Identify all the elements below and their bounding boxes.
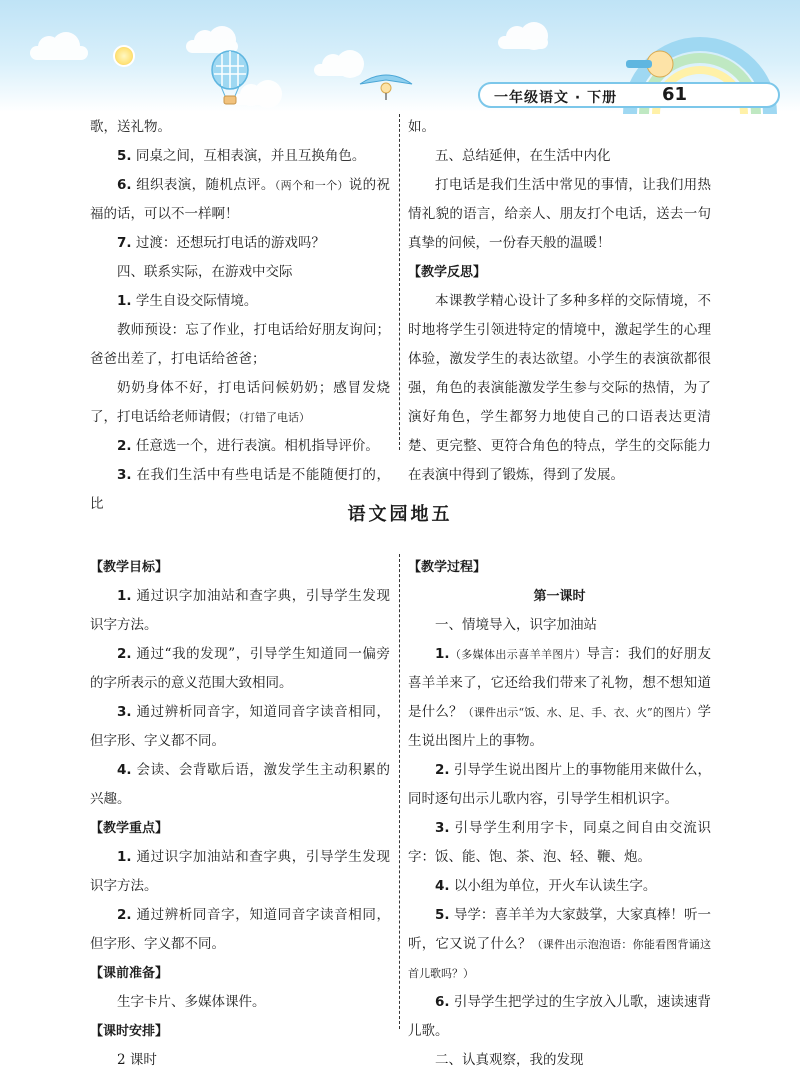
cloud-icon <box>30 46 88 60</box>
paragraph: 2. 任意选一个，进行表演。相机指导评价。 <box>117 438 379 454</box>
paragraph: 歌，送礼物。 <box>90 119 171 135</box>
paragraph: 1.（多媒体出示喜羊羊图片）导言：我们的好朋友喜羊羊来了，它还给我们带来了礼物，想不想知道是什么？（课件出示“饭、水、足、手、衣、火”的图片）学生说出图片上的事物。 <box>408 646 712 749</box>
top-left-column <box>90 113 390 519</box>
section-title: 语文园地五 <box>347 504 453 525</box>
paragraph: 3. 在我们生活中有些电话是不能随便打的，比 <box>90 467 391 512</box>
paragraph: 1. 通过识字加油站和查字典，引导学生发现识字方法。 <box>90 588 391 633</box>
section-heading: 【课时安排】 <box>90 1024 169 1039</box>
section-heading: 【课前准备】 <box>90 966 169 981</box>
section-heading: 【教学反思】 <box>408 265 487 280</box>
column-divider <box>399 554 400 1029</box>
paragraph: 2. 通过“我的发现”，引导学生知道同一偏旁的字所表示的意义范围大致相同。 <box>90 646 390 691</box>
paragraph: 5. 同桌之间，互相表演，并且互换角色。 <box>117 148 366 164</box>
paragraph: 二、认真观察，我的发现 <box>435 1052 584 1068</box>
paragraph: 1. 学生自设交际情境。 <box>117 293 258 309</box>
paragraph: 四、联系实际，在游戏中交际 <box>117 264 293 280</box>
paragraph: 3. 通过辨析同音字，知道同音字读音相同，但字形、字义都不同。 <box>90 704 391 749</box>
paragraph: 2. 引导学生说出图片上的事物能用来做什么，同时逐句出示儿歌内容，引导学生相机识字。 <box>408 762 711 807</box>
paragraph: 3. 引导学生利用字卡，同桌之间自由交流识字：饭、能、饱、茶、泡、轻、鞭、炮。 <box>408 820 712 865</box>
bottom-right-column <box>408 553 711 1075</box>
paragraph: 5. 导学：喜羊羊为大家鼓掌，大家真棒！听一听，它又说了什么？（课件出示泡泡语：你能看图背诵这首儿歌吗？） <box>408 907 711 980</box>
paragraph: 4. 会读、会背歇后语，激发学生主动积累的兴趣。 <box>90 762 391 807</box>
paragraph: 生字卡片、多媒体课件。 <box>117 994 266 1010</box>
section-heading: 【教学过程】 <box>408 560 487 575</box>
paragraph: 1. 通过识字加油站和查字典，引导学生发现识字方法。 <box>90 849 391 894</box>
column-divider <box>399 114 400 450</box>
sun-icon <box>113 45 135 67</box>
hang-glider-icon <box>358 70 414 102</box>
cloud-icon <box>498 36 548 49</box>
top-right-column <box>408 113 711 490</box>
paragraph: 6. 组织表演，随机点评。（两个和一个）说的祝福的话，可以不一样啊！ <box>90 177 391 222</box>
paragraph: 7. 过渡：还想玩打电话的游戏吗？ <box>117 235 325 251</box>
paragraph: 打电话是我们生活中常见的事情，让我们用热情礼貌的语言，给亲人、朋友打个电话，送去一句真挚的问候，一份春天般的温暖！ <box>408 177 711 251</box>
page-number: 61 <box>662 84 688 105</box>
paragraph: 奶奶身体不好，打电话问候奶奶；感冒发烧了，打电话给老师请假；（打错了电话） <box>90 380 390 425</box>
paragraph: 教师预设：忘了作业，打电话给好朋友询问；爸爸出差了，打电话给爸爸； <box>90 322 390 367</box>
paragraph: 五、总结延伸，在生活中内化 <box>435 148 611 164</box>
section-heading: 【教学目标】 <box>90 560 169 575</box>
paragraph: 本课教学精心设计了多种多样的交际情境，不时地将学生引领进特定的情境中，激起学生的心理体验，激发学生的表达欲望。小学生的表演欲都很强，角色的表演能激发学生参与交际的热情，为了演好角色，学生都努力地使自己的口语表达更清楚、更完整、更符合角色的特点，学生的交际能力在表演中得到了锻炼，得到了发展。 <box>408 293 711 483</box>
bottom-left-column <box>90 553 390 1075</box>
paragraph: 2. 通过辨析同音字，知道同音字读音相同，但字形、字义都不同。 <box>90 907 391 952</box>
cloud-icon <box>314 64 362 76</box>
hot-air-balloon-icon <box>208 50 252 106</box>
header-banner <box>0 0 800 112</box>
book-title: 一年级语文 · 下册 <box>494 90 618 106</box>
paragraph: 6. 引导学生把学过的生字放入儿歌，速读速背儿歌。 <box>408 994 711 1039</box>
paragraph: 如。 <box>408 119 435 135</box>
paragraph: 一、情境导入，识字加油站 <box>435 617 597 633</box>
lesson-title: 第一课时 <box>533 589 586 604</box>
section-heading: 【教学重点】 <box>90 821 169 836</box>
paragraph: 2 课时 <box>117 1052 157 1068</box>
paragraph: 4. 以小组为单位，开火车认读生字。 <box>435 878 657 894</box>
